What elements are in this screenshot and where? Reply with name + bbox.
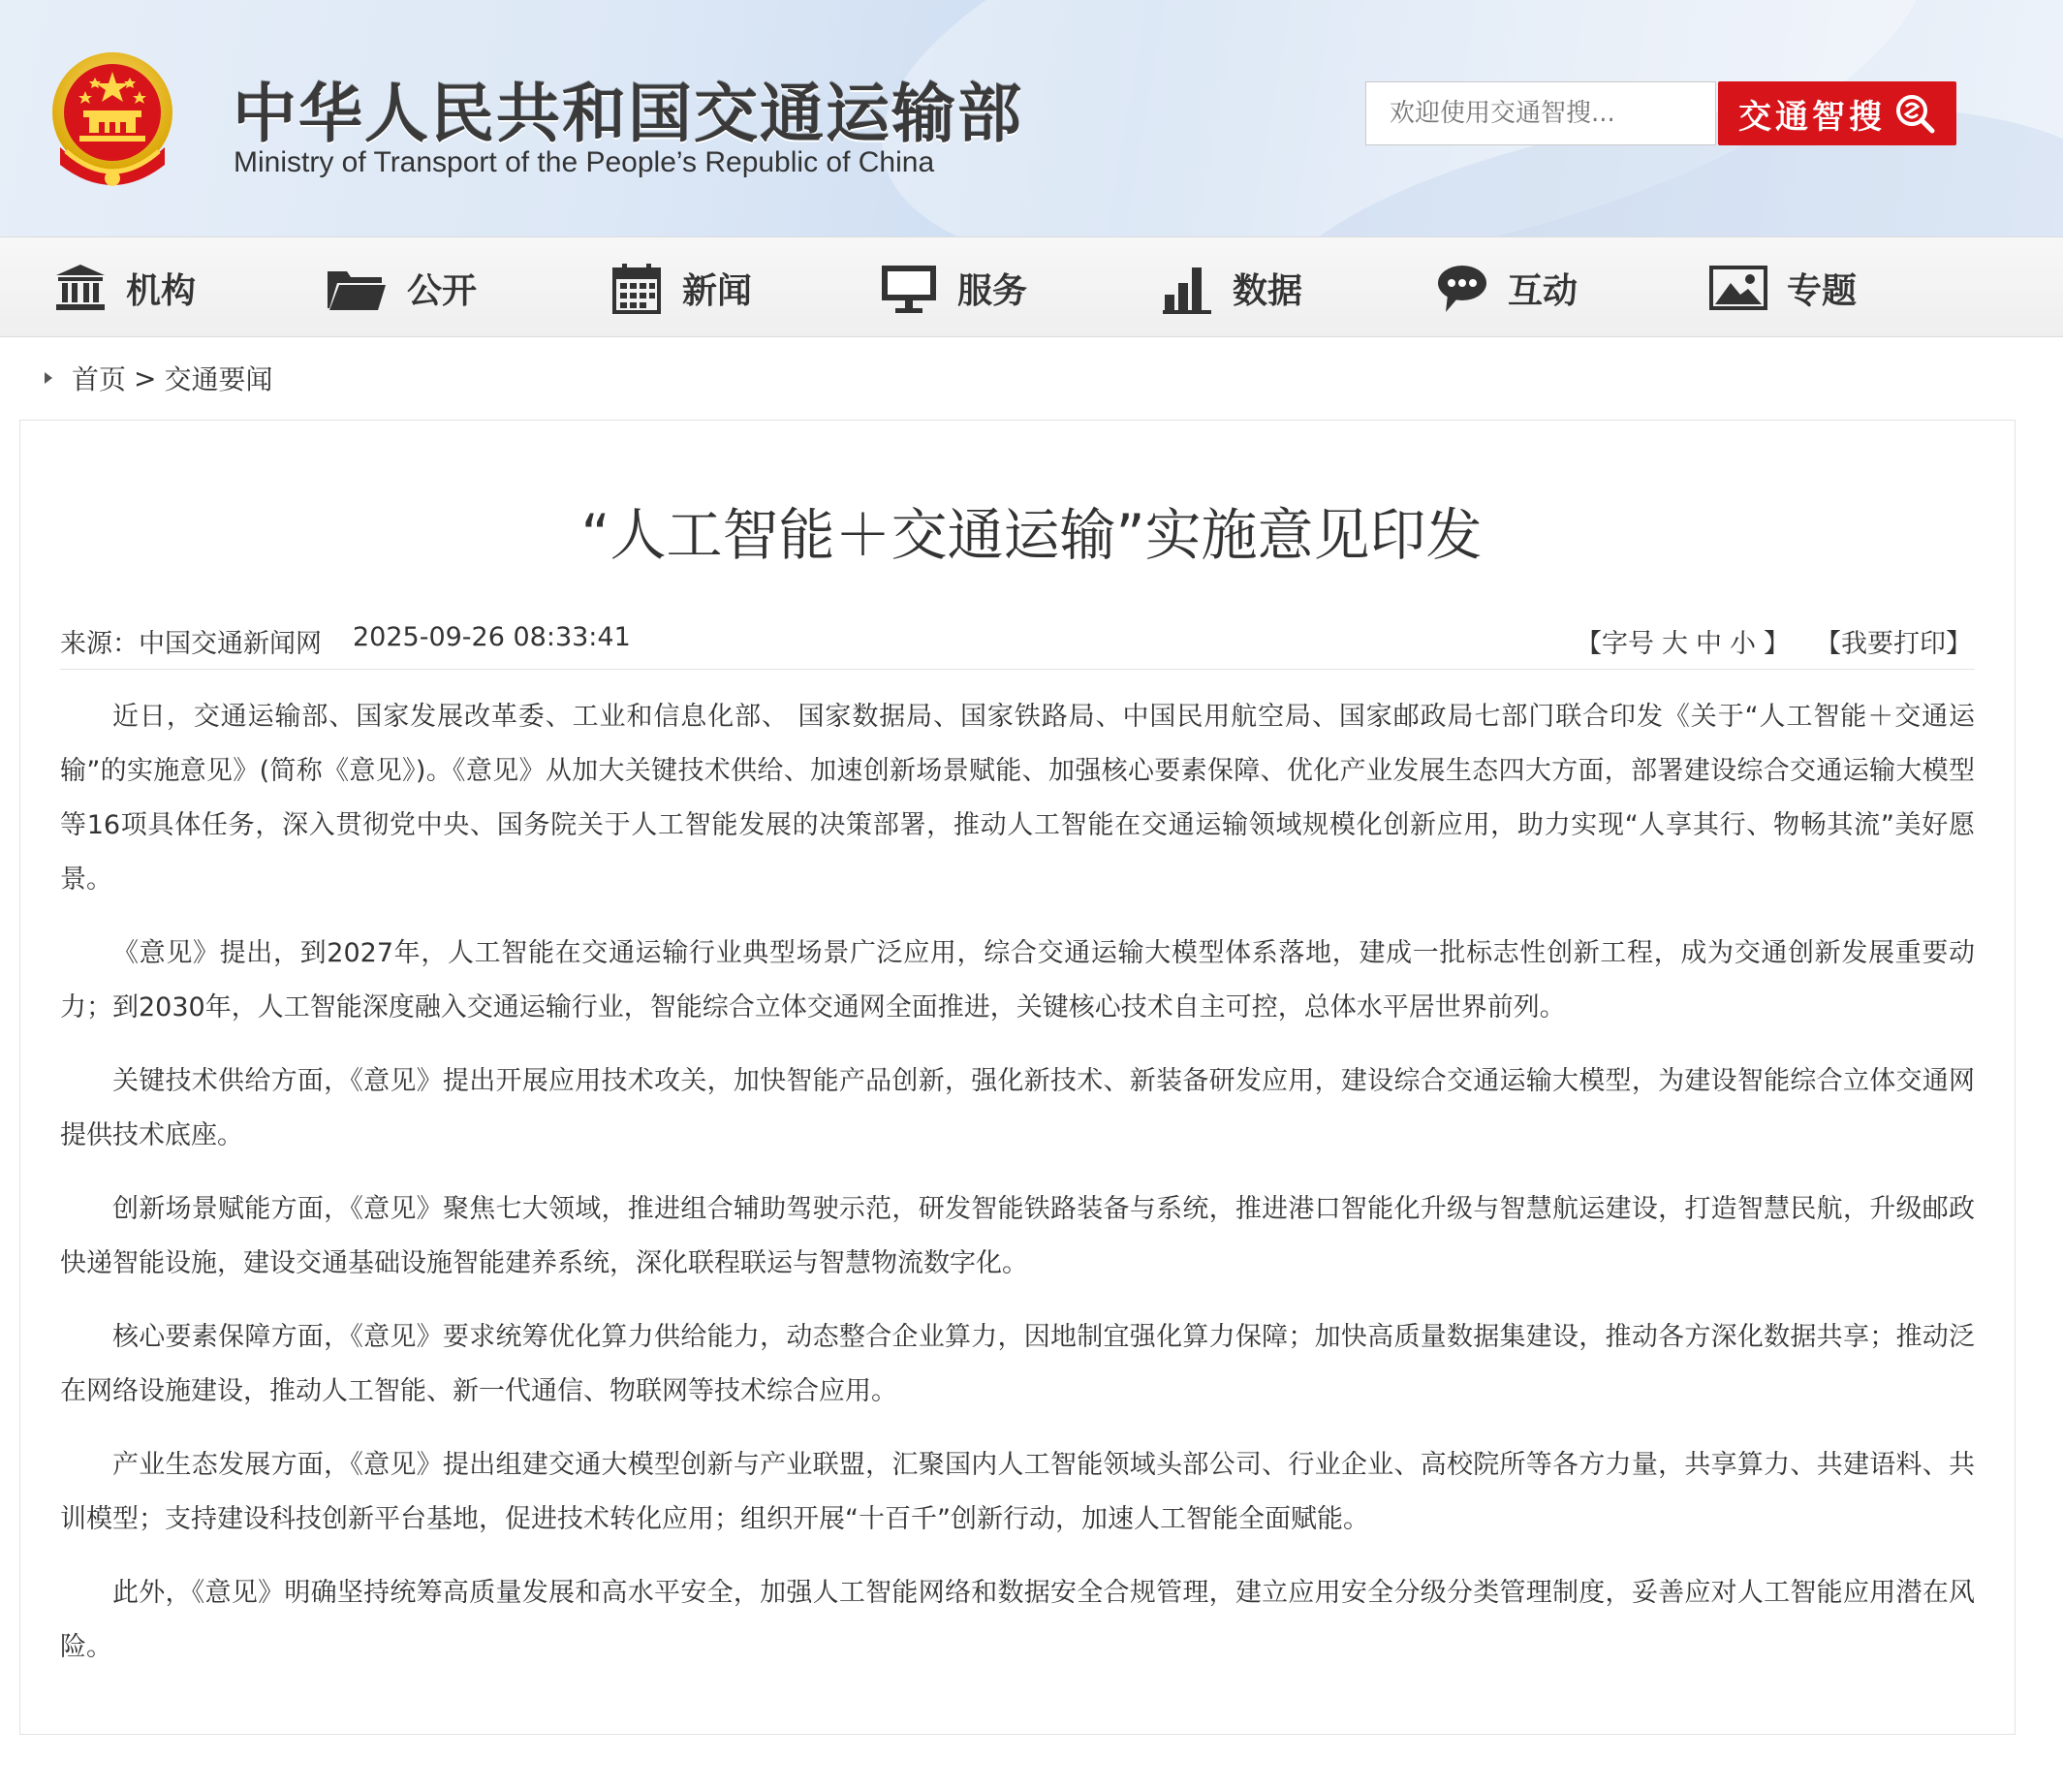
font-size-medium-button[interactable]: 中: [1696, 629, 1722, 659]
nav-item-data[interactable]: [1161, 237, 1302, 338]
breadcrumb-separator: >: [134, 362, 157, 394]
breadcrumb: [45, 359, 273, 397]
nav-label-public: 公开: [407, 270, 478, 311]
article-paragraph: 关键技术供给方面，《意见》提出开展应用技术攻关，加快智能产品创新，强化新技术、新装备研发应用，建设综合交通运输大模型，为建设智能综合立体交通网提供技术底座。: [60, 1066, 1975, 1150]
font-size-label: 【字号: [1576, 629, 1654, 659]
font-size-control: [1576, 622, 1790, 660]
source-label: 来源：: [60, 629, 139, 659]
article-paragraph: 核心要素保障方面，《意见》要求统筹优化算力供给能力，动态整合企业算力，因地制宜强化算力保障；加快高质量数据集建设，推动各方深化数据共享；推动泛在网络设施建设，推动人工智能、新一代通信、物联网等技术综合应用。: [60, 1322, 1975, 1406]
search-icon: [1893, 92, 1936, 135]
nav-label-news: 新闻: [682, 270, 753, 311]
nav-label-data: 数据: [1233, 270, 1303, 311]
nav-item-news[interactable]: [610, 237, 752, 338]
site-title-cn[interactable]: 中华人民共和国交通运输部: [233, 77, 1023, 151]
nav-label-interaction: 互动: [1508, 270, 1579, 311]
article-tools: [1576, 622, 1972, 660]
breadcrumb-current-link[interactable]: 交通要闻: [164, 363, 273, 395]
breadcrumb-home-link[interactable]: 首页: [72, 363, 127, 395]
search-button-label: 交通智搜: [1738, 97, 1886, 137]
national-emblem-icon[interactable]: [47, 50, 178, 192]
article-body: [60, 690, 1975, 1694]
font-size-small-button[interactable]: 小: [1730, 629, 1756, 659]
nav-label-service: 服务: [957, 270, 1028, 311]
font-size-large-button[interactable]: 大: [1662, 629, 1688, 659]
breadcrumb-arrow-icon: [45, 372, 52, 384]
calendar-icon: [610, 262, 663, 314]
image-icon: [1709, 262, 1767, 314]
bar-chart-icon: [1161, 262, 1213, 314]
search-input[interactable]: [1365, 81, 1716, 145]
article-paragraph: 产业生态发展方面，《意见》提出组建交通大模型创新与产业联盟，汇聚国内人工智能领域头部公司、行业企业、高校院所等各方力量，共享算力、共建语料、共训模型；支持建设科技创新平台基地，促进技术转化应用；组织开展“十百千”创新行动，加速人工智能全面赋能。: [60, 1450, 1975, 1534]
nav-item-public[interactable]: [326, 237, 477, 338]
main-nav: [0, 236, 2063, 337]
article-datetime: 2025-09-26 08:33:41: [353, 622, 631, 652]
article-meta: [60, 622, 631, 660]
article-title: “人工智能＋交通运输”实施意见印发: [580, 502, 1483, 568]
font-size-bracket: 】: [1764, 629, 1790, 659]
institution-icon: [54, 262, 107, 314]
nav-item-topic[interactable]: [1709, 237, 1857, 338]
nav-item-service[interactable]: [880, 237, 1027, 338]
monitor-icon: [880, 262, 938, 314]
nav-label-institution: 机构: [126, 270, 197, 311]
source-name: 中国交通新闻网: [139, 629, 322, 659]
meta-divider: [60, 669, 1975, 670]
search-button[interactable]: [1718, 81, 1956, 145]
article-source: [60, 622, 322, 660]
nav-label-topic: 专题: [1787, 270, 1858, 311]
nav-item-institution[interactable]: [54, 237, 196, 338]
site-header: [0, 0, 2063, 236]
folder-icon: [326, 262, 388, 314]
chat-icon: [1436, 262, 1488, 314]
print-button[interactable]: 【我要打印】: [1815, 629, 1972, 659]
article-paragraph: 创新场景赋能方面，《意见》聚焦七大领域，推进组合辅助驾驶示范，研发智能铁路装备与系统，推进港口智能化升级与智慧航运建设，打造智慧民航，升级邮政快递智能设施，建设交通基础设施智能建养系统，深化联程联运与智慧物流数字化。: [60, 1194, 1975, 1278]
article-paragraph: 此外，《意见》明确坚持统筹高质量发展和高水平安全，加强人工智能网络和数据安全合规管理，建立应用安全分级分类管理制度，妥善应对人工智能应用潜在风险。: [60, 1578, 1975, 1662]
nav-item-interaction[interactable]: [1436, 237, 1578, 338]
site-title-en[interactable]: Ministry of Transport of the People’s Republic of China: [234, 146, 935, 178]
article-paragraph: 近日，交通运输部、国家发展改革委、工业和信息化部、 国家数据局、国家铁路局、中国民用航空局、国家邮政局七部门联合印发《关于“人工智能＋交通运输”的实施意见》(简称《意见》)。《意见》从加大关键技术供给、加速创新场景赋能、加强核心要素保障、优化产业发展生态四大方面，部署建设综合交通运输大模型等16项具体任务，深入贯彻党中央、国务院关于人工智能发展的决策部署，推动人工智能在交通运输领域规模化创新应用，助力实现“人享其行、物畅其流”美好愿景。: [60, 702, 1975, 895]
article-paragraph: 《意见》提出，到2027年，人工智能在交通运输行业典型场景广泛应用，综合交通运输大模型体系落地，建成一批标志性创新工程，成为交通创新发展重要动力；到2030年，人工智能深度融入交通运输行业，智能综合立体交通网全面推进，关键核心技术自主可控，总体水平居世界前列。: [60, 938, 1975, 1022]
